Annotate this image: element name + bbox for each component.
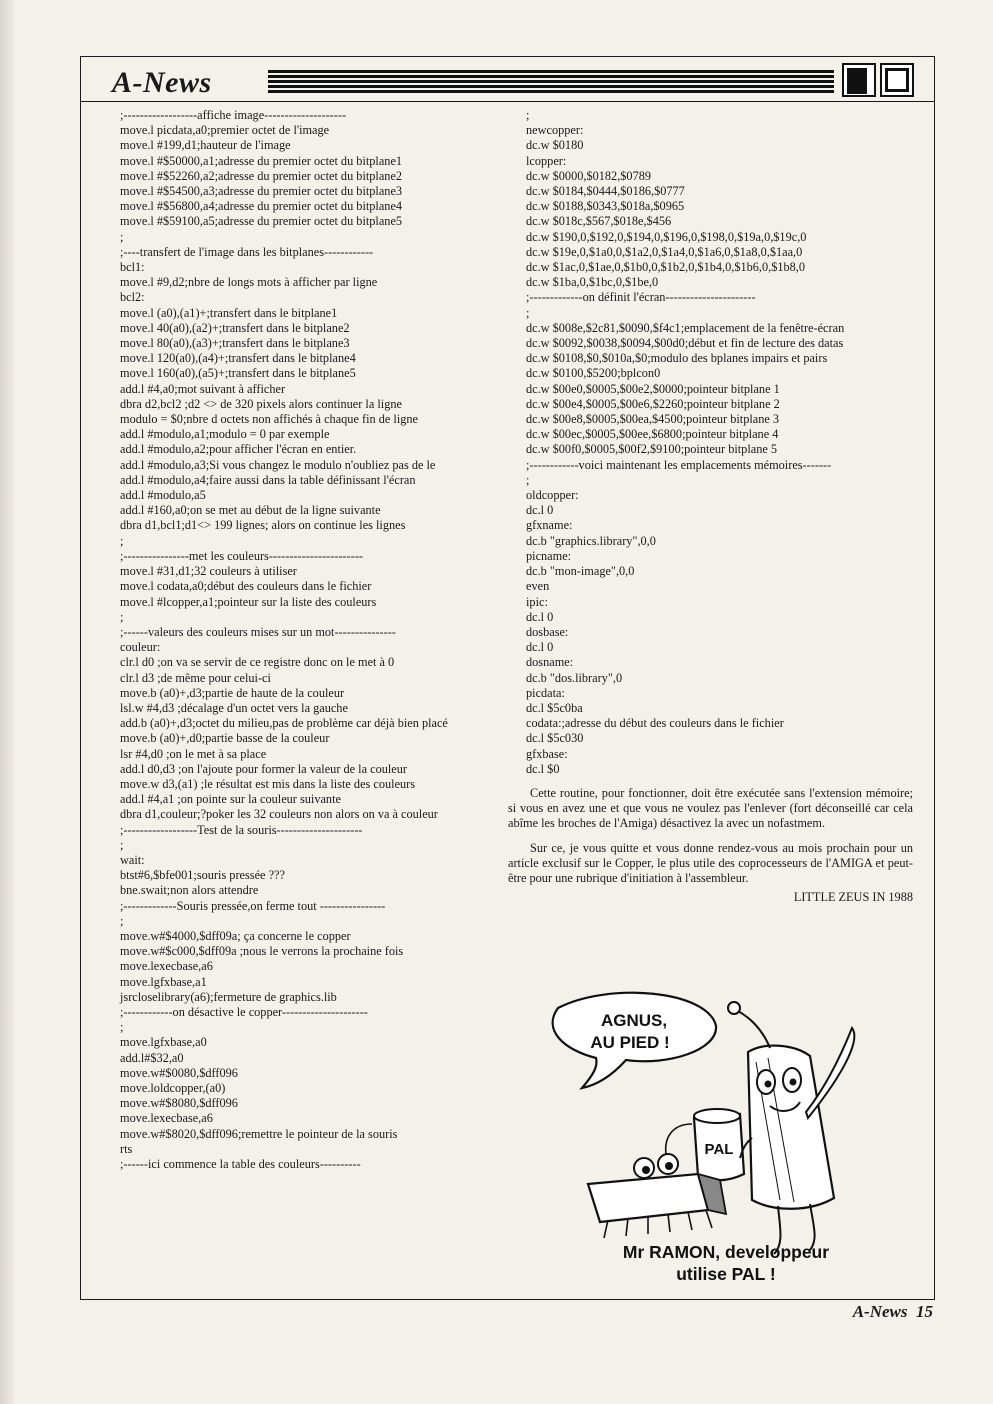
page-binding-shadow (0, 0, 14, 1404)
code-line: move.lgfxbase,a0 (120, 1035, 207, 1050)
code-line: move.w#$8080,$dff096 (120, 1096, 238, 1111)
code-line: gfxbase: (526, 746, 568, 761)
code-line: move.l #$50000,a1;adresse du premier octet du bitplane1 (120, 153, 403, 168)
code-line: move.l #$52260,a2;adresse du premier octet du bitplane2 (120, 168, 403, 183)
code-line: dc.b "dos.library",0 (526, 670, 623, 685)
code-line: picdata: (526, 685, 565, 700)
paragraph: Cette routine, pour fonctionner, doit être exécutée sans l'extension mémoire; si vous en avez une et que vous ne voulez pas l'enlever (fort déconseillé car cela abîme les broches de l'Amiga) désactivez la avec un nofastmem. (508, 785, 913, 831)
author-signature: LITTLE ZEUS IN 1988 (793, 890, 913, 905)
page-footer (853, 1302, 933, 1322)
code-line: move.lexecbase,a6 (120, 1111, 213, 1126)
right-column (508, 108, 913, 905)
code-line: lsl.w #4,d3 ;décalage d'un octet vers la gauche (120, 700, 348, 715)
code-line: gfxname: (526, 518, 573, 533)
right-code-listing (508, 108, 913, 777)
code-line: move.lexecbase,a6 (120, 959, 213, 974)
code-line: lsr #4,d0 ;on le met à sa place (120, 746, 267, 761)
code-line: move.l 160(a0),(a5)+;transfert dans le bitplane5 (120, 366, 356, 381)
code-line: move.w#$4000,$dff09a; ça concerne le copper (120, 928, 351, 943)
code-line: dc.w $0100,$5200;bplcon0 (526, 366, 661, 381)
code-line: move.l 120(a0),(a4)+;transfert dans le bitplane4 (120, 351, 356, 366)
speech-line-2: AU PIED ! (590, 1033, 670, 1052)
code-line: move.w#$8020,$dff096;remettre le pointeur de la souris (120, 1126, 398, 1141)
code-line: clr.l d0 ;on va se servir de ce registre donc on le met à 0 (120, 655, 395, 670)
code-line: couleur: (120, 640, 161, 655)
code-line: dosbase: (526, 624, 569, 639)
code-line: ; (120, 229, 124, 244)
code-line: add.l d0,d3 ;on l'ajoute pour former la valeur de la couleur (120, 761, 407, 776)
code-line: dc.w $190,0,$192,0,$194,0,$196,0,$198,0,$19a,0,$19c,0 (526, 229, 807, 244)
code-line: dbra d1,bcl1;d1<> 199 lignes; alors on continue les lignes (120, 518, 406, 533)
code-line: dc.l $5c0ba (526, 700, 583, 715)
code-line: move.l #lcopper,a1;pointeur sur la liste des couleurs (120, 594, 377, 609)
code-line: move.l #9,d2;nbre de longs mots à afficher par ligne (120, 275, 378, 290)
code-line: move.l #31,d1;32 couleurs à utiliser (120, 564, 297, 579)
code-line: newcopper: (526, 123, 584, 138)
code-line: ; (526, 472, 530, 487)
code-line: ; (526, 305, 530, 320)
code-line: ; (120, 837, 124, 852)
code-line: dbra d1,couleur;?poker les 32 couleurs non alors on va à couleur (120, 807, 438, 822)
code-line: move.l picdata,a0;premier octet de l'image (120, 123, 330, 138)
code-line: dc.l 0 (526, 503, 554, 518)
code-line: add.l #4,a1 ;on pointe sur la couleur suivante (120, 792, 341, 807)
code-line: add.l #160,a0;on se met au début de la ligne suivante (120, 503, 381, 518)
code-line: ipic: (526, 594, 548, 609)
code-line: oldcopper: (526, 488, 579, 503)
code-line: move.l 40(a0),(a2)+;transfert dans le bitplane2 (120, 320, 350, 335)
code-line: ;------------on désactive le copper--------------------- (120, 1004, 368, 1019)
code-line: ;------------------affiche image-------------------- (120, 108, 347, 122)
speech-line-1: AGNUS, (600, 1011, 668, 1030)
code-line: move.w d3,(a1) ;le résultat est mis dans la liste des couleurs (120, 776, 416, 791)
code-line: add.l #modulo,a4;faire aussi dans la table définissant l'écran (120, 472, 416, 487)
code-line: ;-------------on définit l'écran---------------------- (526, 290, 756, 305)
code-line: dc.w $0184,$0444,$0186,$0777 (526, 184, 685, 199)
code-line: ;----------------met les couleurs----------------------- (120, 548, 364, 563)
code-line: add.l #4,a0;mot suivant à afficher (120, 381, 286, 396)
code-line: codata:;adresse du début des couleurs dans le fichier (526, 716, 784, 731)
code-line: ; (120, 533, 124, 548)
code-line: dc.w $0092,$0038,$0094,$00d0;début et fin de lecture des datas (526, 336, 844, 351)
code-line: dc.w $008e,$2c81,$0090,$f4c1;emplacement de la fenêtre-écran (526, 320, 845, 335)
code-line: dc.w $0108,$0,$010a,$0;modulo des bplanes impairs et pairs (526, 351, 828, 366)
left-code-column (106, 108, 491, 1172)
code-line: bne.swait;non alors attendre (120, 883, 259, 898)
code-line: ;------------voici maintenant les emplacements mémoires------- (526, 457, 832, 472)
code-line: ;------------------Test de la souris--------------------- (120, 822, 363, 837)
code-line: move.l (a0),(a1)+;transfert dans le bitplane1 (120, 305, 338, 320)
page-header (80, 56, 935, 102)
header-stripes (268, 70, 834, 96)
code-line: move.l #199,d1;hauteur de l'image (120, 138, 291, 153)
code-line: add.b (a0)+,d3;octet du milieu,pas de problème car déjà bien placé (120, 716, 448, 731)
code-line: dc.w $018c,$567,$018e,$456 (526, 214, 672, 229)
code-line: add.l#$32,a0 (120, 1050, 184, 1065)
code-line: rts (120, 1141, 133, 1156)
code-line: move.b (a0)+,d3;partie de haute de la couleur (120, 685, 345, 700)
code-line: dc.b "graphics.library",0,0 (526, 533, 656, 548)
code-line: dc.l 0 (526, 640, 554, 655)
code-line: move.loldcopper,(a0) (120, 1081, 226, 1095)
code-line: bcl2: (120, 290, 145, 305)
window-icon (880, 63, 914, 97)
window-icon (842, 63, 876, 97)
code-line: ;------ici commence la table des couleurs---------- (120, 1157, 361, 1172)
code-line: dc.l $0 (526, 761, 560, 776)
code-line: lcopper: (526, 153, 567, 168)
code-line: dbra d2,bcl2 ;d2 <> de 320 pixels alors continuer la ligne (120, 396, 402, 411)
code-line: dc.w $0188,$0343,$018a,$0965 (526, 199, 685, 214)
code-line: dc.w $0180 (526, 138, 584, 153)
code-line: dc.w $00e8,$0005,$00ea,$4500;pointeur bitplane 3 (526, 412, 780, 427)
code-line: jsrcloselibrary(a6);fermeture de graphics.lib (120, 989, 337, 1004)
code-line: ;-------------Souris pressée,on ferme tout ---------------- (120, 898, 386, 913)
code-line: ; (120, 1020, 124, 1035)
code-line: move.l #$56800,a4;adresse du premier octet du bitplane4 (120, 199, 403, 214)
magazine-logo: A-News (112, 66, 212, 99)
agnus-cartoon (548, 988, 904, 1288)
code-line: modulo = $0;nbre d octets non affichés à chaque fin de ligne (120, 412, 418, 427)
cartoon-caption-line-1: Mr RAMON, developpeur (622, 1242, 830, 1262)
code-line: move.b (a0)+,d0;partie basse de la couleur (120, 731, 330, 746)
code-line: btst#6,$bfe001;souris pressée ??? (120, 868, 285, 883)
code-line: even (526, 579, 550, 594)
code-line: add.l #modulo,a1;modulo = 0 par exemple (120, 427, 330, 442)
code-line: ;------valeurs des couleurs mises sur un mot--------------- (120, 624, 396, 639)
code-line: add.l #modulo,a3;Si vous changez le modulo n'oubliez pas de le (120, 457, 436, 472)
code-line: dc.w $00e0,$0005,$00e2,$0000;pointeur bitplane 1 (526, 381, 780, 396)
code-line: clr.l d3 ;de même pour celui-ci (120, 670, 271, 685)
code-line: move.lgfxbase,a1 (120, 974, 207, 989)
code-line: dc.w $1ba,0,$1bc,0,$1be,0 (526, 275, 659, 290)
paragraph: Sur ce, je vous quitte et vous donne rendez-vous au mois prochain pour un article exclusif sur le Copper, le plus utile des coprocesseurs de l'AMIGA et peut-être pour une rubrique d'initiation à l'assembleur. (508, 840, 913, 885)
page-number: 15 (916, 1302, 933, 1321)
code-line: dc.b "mon-image",0,0 (526, 564, 635, 579)
footer-magazine-name: A-News (852, 1302, 908, 1321)
code-line: dc.w $1ac,0,$1ae,0,$1b0,0,$1b2,0,$1b4,0,$1b6,0,$1b8,0 (526, 260, 806, 275)
code-line: dc.w $00ec,$0005,$00ee,$6800;pointeur bitplane 4 (526, 427, 779, 442)
code-line: move.w#$0080,$dff096 (120, 1065, 238, 1080)
code-line: dc.w $0000,$0182,$0789 (526, 168, 652, 183)
code-line: wait: (120, 852, 145, 867)
code-line: move.l codata,a0;début des couleurs dans le fichier (120, 579, 372, 594)
code-line: ;----transfert de l'image dans les bitplanes------------ (120, 244, 374, 259)
can-label: PAL (704, 1141, 734, 1158)
code-line: add.l #modulo,a2;pour afficher l'écran en entier. (120, 442, 357, 457)
code-line: dc.l 0 (526, 609, 554, 624)
code-line: ; (526, 108, 530, 122)
code-line: move.l #$54500,a3;adresse du premier octet du bitplane3 (120, 184, 403, 199)
code-line: dosname: (526, 655, 574, 670)
code-line: move.l 80(a0),(a3)+;transfert dans le bitplane3 (120, 336, 350, 351)
code-line: ; (120, 913, 124, 928)
cartoon-caption-line-2: utilise PAL ! (676, 1264, 776, 1284)
code-line: ; (120, 609, 124, 624)
code-line: bcl1: (120, 260, 145, 275)
code-line: dc.w $00f0,$0005,$00f2,$9100;pointeur bitplane 5 (526, 442, 778, 457)
code-line: dc.l $5c030 (526, 731, 584, 746)
code-line: picname: (526, 548, 572, 563)
code-line: dc.w $00e4,$0005,$00e6,$2260;pointeur bitplane 2 (526, 396, 780, 411)
code-line: move.w#$c000,$dff09a ;nous le verrons la prochaine fois (120, 944, 404, 959)
code-line: add.l #modulo,a5 (120, 488, 206, 503)
code-line: move.l #$59100,a5;adresse du premier octet du bitplane5 (120, 214, 403, 229)
code-line: dc.w $19e,0,$1a0,0,$1a2,0,$1a4,0,$1a6,0,$1a8,0,$1aa,0 (526, 244, 803, 259)
